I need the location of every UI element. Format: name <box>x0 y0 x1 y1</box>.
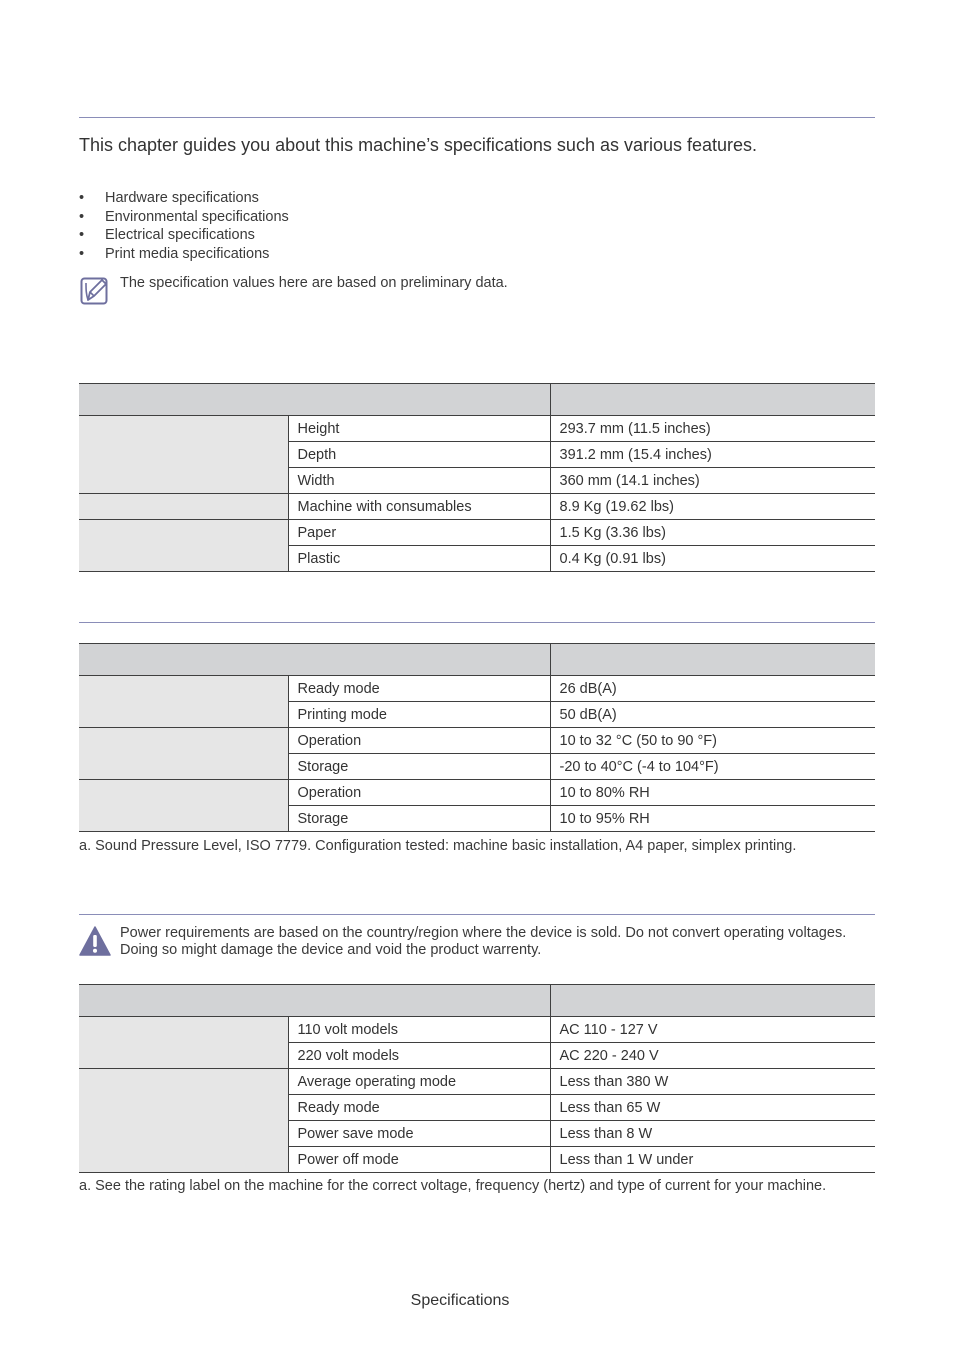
caution-box <box>79 925 875 959</box>
table-row <box>79 1017 875 1043</box>
note-text: The specification values here are based on preliminary data. <box>120 275 508 291</box>
table-cell: Plastic <box>288 546 550 572</box>
table-cell: 293.7 mm (11.5 inches) <box>550 416 875 442</box>
environmental-footnote: a. Sound Pressure Level, ISO 7779. Configuration tested: machine basic installation, A4 paper, simplex printing. <box>79 838 797 854</box>
table-row <box>79 728 875 754</box>
table-cell: Operation <box>288 780 550 806</box>
note-box <box>79 275 875 307</box>
top-rule <box>79 117 875 118</box>
table-cell: Power save mode <box>288 1121 550 1147</box>
warning-triangle-icon <box>79 925 111 957</box>
group-cell <box>79 416 288 494</box>
table-cell: Height <box>288 416 550 442</box>
group-cell <box>79 780 288 832</box>
electrical-spec-table <box>79 984 875 1173</box>
table-header-cell <box>550 985 875 1017</box>
table-header-cell <box>550 384 875 416</box>
table-cell: 360 mm (14.1 inches) <box>550 468 875 494</box>
section-rule <box>79 914 875 915</box>
table-row <box>79 494 875 520</box>
table-row <box>79 676 875 702</box>
chapter-intro: This chapter guides you about this machine’s specifications such as various features. <box>79 135 758 155</box>
table-row <box>79 1069 875 1095</box>
table-cell: AC 110 - 127 V <box>550 1017 875 1043</box>
table-cell: AC 220 - 240 V <box>550 1043 875 1069</box>
environmental-spec-table <box>79 643 875 832</box>
table-row <box>79 520 875 546</box>
table-cell: Storage <box>288 754 550 780</box>
table-header-row <box>79 644 875 676</box>
note-pencil-icon <box>79 275 111 307</box>
table-cell: Paper <box>288 520 550 546</box>
table-header-row <box>79 985 875 1017</box>
table-cell: 0.4 Kg (0.91 lbs) <box>550 546 875 572</box>
table-header-row <box>79 384 875 416</box>
table-header-cell <box>79 644 550 676</box>
group-cell <box>79 676 288 728</box>
table-cell: Less than 380 W <box>550 1069 875 1095</box>
table-cell: 10 to 80% RH <box>550 780 875 806</box>
table-cell: 10 to 32 °C (50 to 90 °F) <box>550 728 875 754</box>
list-item: • Print media specifications <box>79 245 270 262</box>
group-cell <box>79 494 288 520</box>
table-cell: Less than 8 W <box>550 1121 875 1147</box>
table-cell: 391.2 mm (15.4 inches) <box>550 442 875 468</box>
table-cell: Storage <box>288 806 550 832</box>
table-header-cell <box>79 384 550 416</box>
table-cell: -20 to 40°C (-4 to 104°F) <box>550 754 875 780</box>
table-cell: Ready mode <box>288 1095 550 1121</box>
table-cell: 220 volt models <box>288 1043 550 1069</box>
group-cell <box>79 1069 288 1173</box>
table-cell: Width <box>288 468 550 494</box>
table-row <box>79 780 875 806</box>
table-cell: Machine with consumables <box>288 494 550 520</box>
table-cell: Ready mode <box>288 676 550 702</box>
page-footer: Specifications <box>410 1292 510 1309</box>
table-cell: 26 dB(A) <box>550 676 875 702</box>
table-row <box>79 416 875 442</box>
table-cell: 1.5 Kg (3.36 lbs) <box>550 520 875 546</box>
list-item: • Hardware specifications <box>79 190 259 206</box>
table-cell: 10 to 95% RH <box>550 806 875 832</box>
group-cell <box>79 1017 288 1069</box>
table-cell: Less than 65 W <box>550 1095 875 1121</box>
hardware-spec-table <box>79 383 875 572</box>
table-cell: Printing mode <box>288 702 550 728</box>
group-cell <box>79 728 288 780</box>
table-cell: Average operating mode <box>288 1069 550 1095</box>
table-cell: 110 volt models <box>288 1017 550 1043</box>
group-cell <box>79 520 288 572</box>
table-cell: 8.9 Kg (19.62 lbs) <box>550 494 875 520</box>
section-rule <box>79 622 875 623</box>
list-item: • Environmental specifications <box>79 208 289 225</box>
list-item: • Electrical specifications <box>79 227 255 243</box>
topic-list <box>79 189 289 263</box>
table-cell: Depth <box>288 442 550 468</box>
table-header-cell <box>79 985 550 1017</box>
electrical-footnote: a. See the rating label on the machine for the correct voltage, frequency (hertz) and type of current for your machine. <box>79 1178 827 1194</box>
table-cell: Power off mode <box>288 1147 550 1173</box>
table-cell: 50 dB(A) <box>550 702 875 728</box>
caution-text: Power requirements are based on the country/region where the device is sold. Do not convert operating voltages. Doing so might damage the device and void the product warrenty. <box>120 925 847 958</box>
table-cell: Operation <box>288 728 550 754</box>
table-cell: Less than 1 W under <box>550 1147 875 1173</box>
table-header-cell <box>550 644 875 676</box>
